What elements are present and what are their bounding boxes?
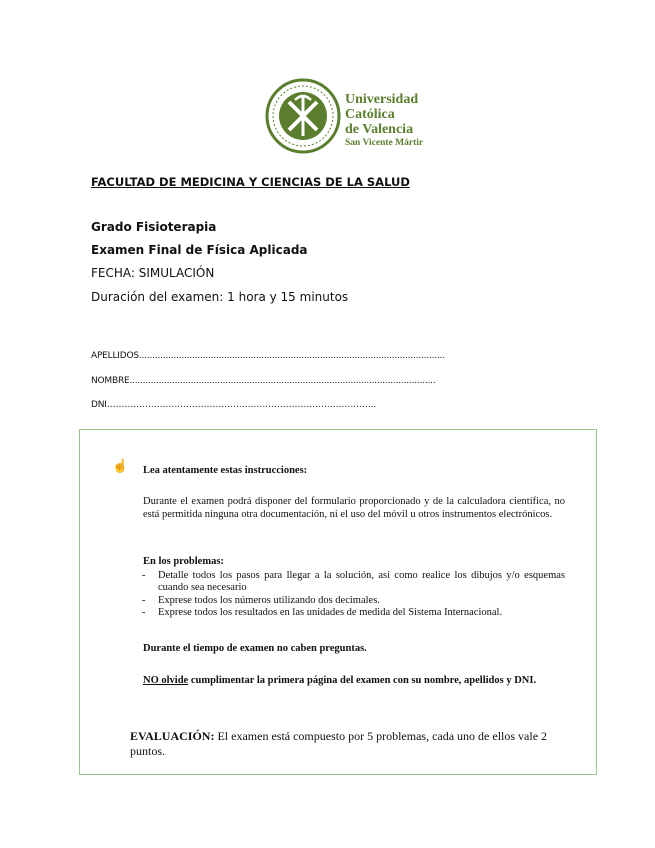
evaluation-text: El examen está compuesto por 5 problemas, cada uno de ellos vale 2 puntos.	[130, 729, 548, 758]
faculty-heading: FACULTAD DE MEDICINA Y CIENCIAS DE LA SALUD	[91, 175, 410, 189]
dni-field[interactable]: DNI………………………………………………………………………………..	[91, 400, 377, 410]
nombre-field[interactable]: NOMBRE...................................................................................................................	[91, 376, 436, 386]
reminder-rest: cumplimentar la primera página del examen con su nombre, apellidos y DNI.	[188, 675, 537, 686]
exam-duration: Duración del examen: 1 hora y 15 minutos	[91, 290, 349, 304]
university-logo	[265, 78, 435, 154]
instructions-header: Lea atentamente estas instrucciones:	[143, 465, 308, 476]
problems-title: En los problemas:	[143, 556, 224, 567]
university-seal-icon	[265, 78, 341, 154]
evaluation-label: EVALUACIÓN:	[130, 729, 215, 743]
reminder-note	[143, 675, 565, 688]
logo-line-3: de Valencia	[345, 122, 414, 137]
evaluation-note	[130, 729, 555, 759]
hand-pointer-icon: ☝	[112, 458, 129, 473]
degree-label: Grado Fisioterapia	[91, 220, 217, 234]
logo-line-4: San Vicente Mártir	[345, 138, 424, 148]
logo-line-2: Católica	[345, 107, 395, 122]
instructions-paragraph: Durante el examen podrá disponer del formulario proporcionado y de la calculadora científica, no está permitida ninguna otra documentación, ni el uso del móvil u otros instrumentos electrónicos.	[143, 496, 565, 520]
list-item: - Exprese todos los resultados en las unidades de medida del Sistema Internacional.	[140, 607, 565, 619]
university-name	[345, 92, 423, 149]
exam-date: FECHA: SIMULACIÓN	[91, 266, 215, 280]
apellidos-field[interactable]: APELLIDOS...................................................................................................................	[91, 351, 445, 361]
exam-title: Examen Final de Física Aplicada	[91, 243, 308, 257]
list-item: - Detalle todos los pasos para llegar a la solución, así como realice los dibujos y/o esquemas cuando sea necesario	[140, 570, 565, 595]
problems-list	[140, 570, 565, 619]
logo-line-1: Universidad	[345, 92, 419, 107]
no-questions-note: Durante el tiempo de examen no caben preguntas.	[143, 643, 367, 654]
reminder-underlined: NO olvide	[143, 675, 189, 686]
list-item: - Exprese todos los números utilizando dos decimales.	[140, 595, 565, 607]
